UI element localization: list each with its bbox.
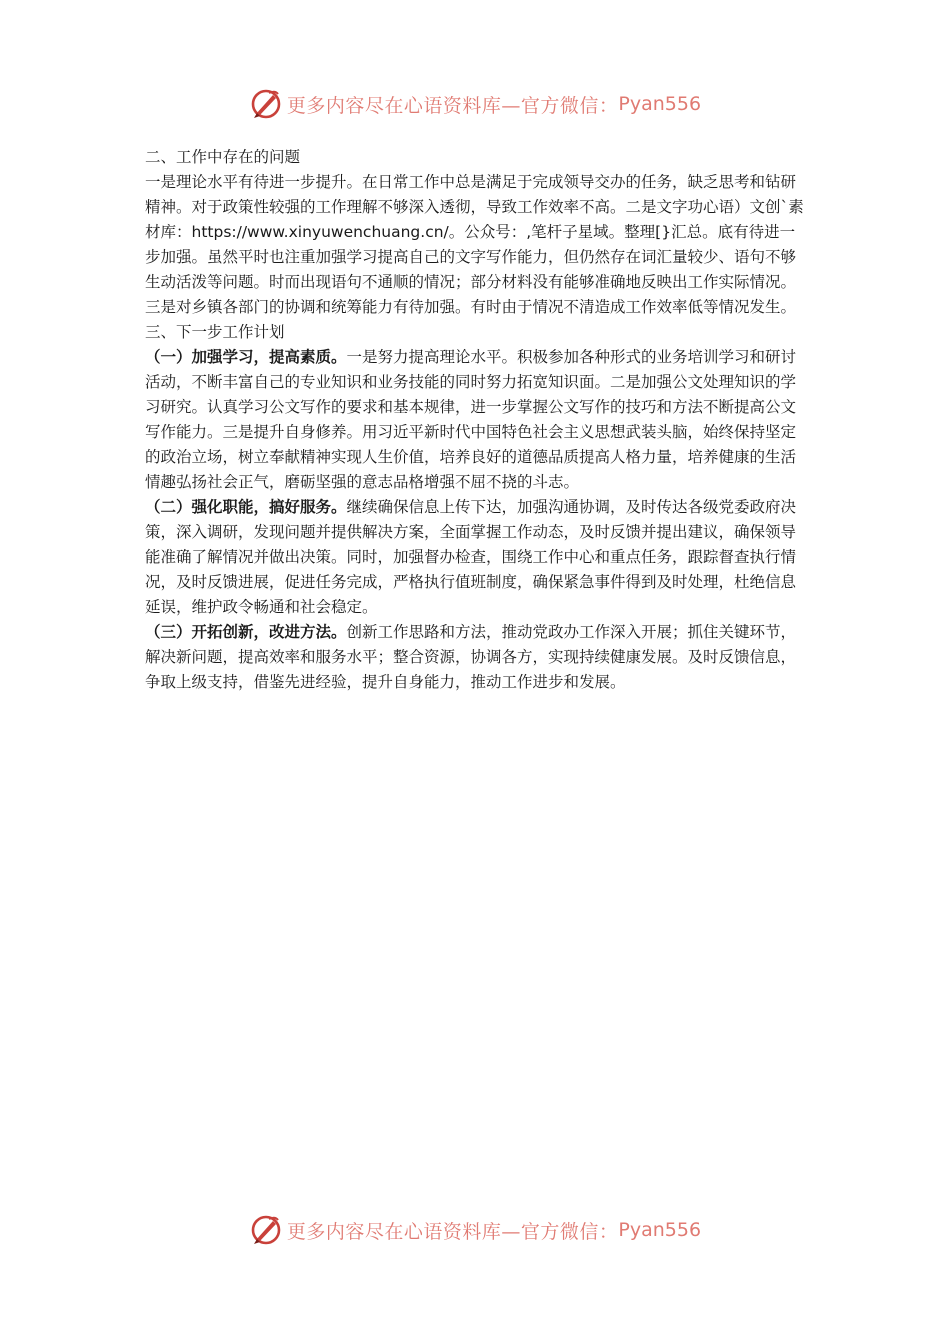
problems-paragraph: 一是理论水平有待进一步提升。在日常工作中总是满足于完成领导交办的任务，缺乏思考和钻研精神。对于政策性较强的工作理解不够深入透彻，导致工作效率不高。二是文字功心语）文创`素材库：https://www.xinyuwenchuang.cn/。公众号：,笔杆子星域。整理[}汇总。底有待进一步加强。虽然平时也注重加强学习提高自己的文字写作能力，但仍然存在词汇量较少、语句不够生动活泼等问题。时而出现语句不通顺的情况；部分材料没有能够准确地反映出工作实际情况。三是对乡镇各部门的协调和统筹能力有待加强。有时由于情况不清造成工作效率低等情况发生。 (145, 173, 804, 316)
plan-item-2-body: 继续确保信息上传下达，加强沟通协调，及时传达各级党委政府决策，深入调研，发现问题并提供解决方案，全面掌握工作动态，及时反馈并提出建议，确保领导能准确了解情况并做出决策。同时，加强督办检查，围绕工作中心和重点任务，跟踪督查执行情况，及时反馈进展，促进任务完成，严格执行值班制度，确保紧急事件得到及时处理，杜绝信息延误，维护政令畅通和社会稳定。 (145, 498, 797, 616)
plan-item-3-body: 创新工作思路和方法，推动党政办工作深入开展；抓住关键环节，解决新问题，提高效率和服务水平；整合资源，协调各方，实现持续健康发展。及时反馈信息，争取上级支持，借鉴先进经验，提升自身能力，推动工作进步和发展。 (145, 623, 797, 691)
plan-item-1 (145, 345, 810, 495)
plan-item-1-body: 一是努力提高理论水平。积极参加各种形式的业务培训学习和研讨活动，不断丰富自己的专业知识和业务技能的同时努力拓宽知识面。二是加强公文处理知识的学习研究。认真学习公文写作的要求和基本规律，进一步掌握公文写作的技巧和方法不断提高公文写作能力。三是提升自身修养。用习近平新时代中国特色社会主义思想武装头脑，始终保持坚定的政治立场，树立奉献精神实现人生价值，培养良好的道德品质提高人格力量，培养健康的生活情趣弘扬社会正气，磨砺坚强的意志品格增强不屈不挠的斗志。 (145, 348, 797, 491)
plan-item-3-title: （三）开拓创新，改进方法。 (145, 623, 347, 641)
document-body (145, 145, 810, 695)
plan-item-1-title: （一）加强学习，提高素质。 (145, 348, 347, 366)
plan-item-2 (145, 495, 810, 620)
banner-text: 更多内容尽在心语资料库—官方微信： (286, 94, 619, 117)
pen-circle-logo-icon (249, 1213, 283, 1247)
plan-item-2-title: （二）强化职能，搞好服务。 (145, 498, 347, 516)
plan-item-3 (145, 620, 810, 695)
banner-wechat-id: Pyan556 (618, 93, 702, 115)
footer-banner-text: 更多内容尽在心语资料库—官方微信： (286, 1220, 619, 1243)
footer-banner (0, 1210, 950, 1250)
footer-banner-wechat-id: Pyan556 (618, 1219, 702, 1241)
header-banner (0, 84, 950, 124)
section-heading-plan: 三、下一步工作计划 (145, 323, 285, 341)
section-heading-problems: 二、工作中存在的问题 (145, 148, 301, 166)
pen-circle-logo-icon (249, 87, 283, 121)
